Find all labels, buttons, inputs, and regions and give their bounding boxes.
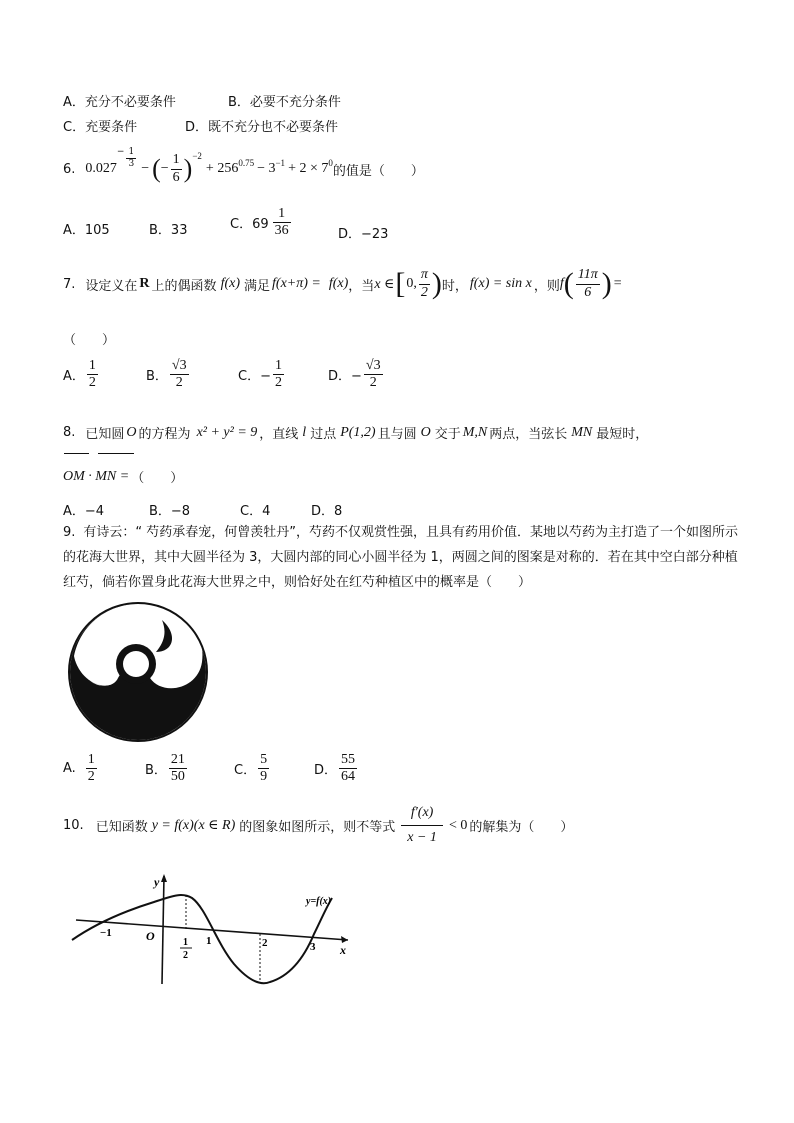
q9-option-d: D． $\frac{55}{64}$ xyxy=(314,752,356,785)
q5-option-c: C．充要条件 xyxy=(63,120,138,135)
yin-yang-figure xyxy=(66,600,210,744)
q6-exp1: − $\frac{1}{3}$ xyxy=(116,147,135,169)
q6-option-d: D．−23 xyxy=(338,227,389,242)
q10-inequality-fraction: $\frac{f'(x)}{x - 1}$ xyxy=(401,805,443,846)
q5-option-b: B．必要不充分条件 xyxy=(228,95,341,110)
q6-stem: 6. 0.027 − $\frac{1}{3}$ − ( − $\frac{1}{6}$ ) −2 + 256 0.75 − 3 −1 + 2 × 7 0 的值是（ ） xyxy=(63,147,424,185)
q8-vector-arrow-om xyxy=(64,453,89,454)
q5-option-d: D．既不充分也不必要条件 xyxy=(185,120,339,135)
inner-small-circle xyxy=(123,651,149,677)
q8-option-a: A．−4 xyxy=(63,504,105,519)
q5-option-a: A．充分不必要条件 xyxy=(63,95,176,110)
q7-stem: 7. 设定义在 R 上的偶函数 f(x) 满足 f(x+π) = f(x) ，当 x ∈ [ 0, $\frac{\pi}{2}$ ) 时， f(x) = sin x ，则 f ( $\frac{11\pi}{6}$ ) = xyxy=(63,267,622,300)
curve-label: y=f(x) xyxy=(306,896,332,907)
function-curve xyxy=(72,895,332,983)
x-axis xyxy=(76,920,348,940)
q8-option-c: C．4 xyxy=(240,504,271,519)
tick-label-1: 1 xyxy=(206,935,212,947)
tick-label-minus1: −1 xyxy=(100,927,112,939)
q8-vector-arrow-mn xyxy=(98,453,134,454)
q7-option-b: B． $\frac{√3}{2}$ xyxy=(146,358,187,391)
tick-label-half-num: 1 xyxy=(183,937,188,948)
tick-label-half-den: 2 xyxy=(183,950,188,961)
x-axis-arrow xyxy=(341,936,348,943)
q10-stem: 10. 已知函数 y = f(x)(x ∈ R) 的图象如图所示，则不等式 $\frac{f'(x)}{x - 1}$ < 0 的解集为（ ） xyxy=(63,805,574,846)
q6-option-c: C．69 $\frac{1}{36}$ xyxy=(230,206,289,239)
q8-option-b: B．−8 xyxy=(149,504,191,519)
q6-option-a: A．105 xyxy=(63,223,110,238)
y-axis-arrow xyxy=(161,874,167,882)
q9-option-c: C． $\frac{5}{9}$ xyxy=(234,752,268,785)
q6-number: 6. xyxy=(63,161,76,177)
tick-label-3: 3 xyxy=(310,941,316,953)
q7-option-c: C．− $\frac{1}{2}$ xyxy=(238,358,282,391)
q9-option-a: A. $\frac{1}{2}$ xyxy=(63,752,95,785)
q9-option-b: B． $\frac{21}{50}$ xyxy=(145,752,185,785)
q8-stem: 8. 已知圆 O 的方程为 x² + y² = 9 ，直线 l 过点 P(1,2) 且与圆 O 交于 M,N 两点，当弦长 MN 最短时， xyxy=(63,424,649,442)
function-graph xyxy=(68,868,360,990)
y-axis-label: y xyxy=(154,875,160,889)
q8-dot-product: OM · MN = （ ） xyxy=(63,468,184,486)
q7-option-d: D．− $\frac{√3}{2}$ xyxy=(328,358,381,391)
q8-option-d: D．8 xyxy=(311,504,343,519)
x-axis-label: x xyxy=(340,943,346,957)
q7-option-a: A． $\frac{1}{2}$ xyxy=(63,358,96,391)
y-axis xyxy=(162,876,164,984)
q9-stem: 9. 有诗云：“ 芍药承春宠，何曾羡牡丹”，芍药不仅观赏性强，且具有药用价值．某地以芍药为主打造了一个如图所示的花海大世界，其中大圆半径为 3，大圆内部的同心小圆半径为 1，两圆之间的图案是对称的．若在其中空白部分种植红芍，倘若你置身此花海大世界之中，则恰好处在红芍种植区中的概率是（ ） xyxy=(63,525,739,590)
tick-label-2: 2 xyxy=(262,937,268,949)
q6-right-paren: ) xyxy=(183,154,193,183)
q6-base: 0.027 xyxy=(85,161,117,176)
q6-option-b: B．33 xyxy=(149,223,188,238)
q6-left-paren: ( xyxy=(152,154,161,183)
origin-label: O xyxy=(146,929,155,943)
q6-inner-frac: $\frac{1}{6}$ xyxy=(172,152,180,185)
q7-answer-paren: （ ） xyxy=(63,333,116,348)
